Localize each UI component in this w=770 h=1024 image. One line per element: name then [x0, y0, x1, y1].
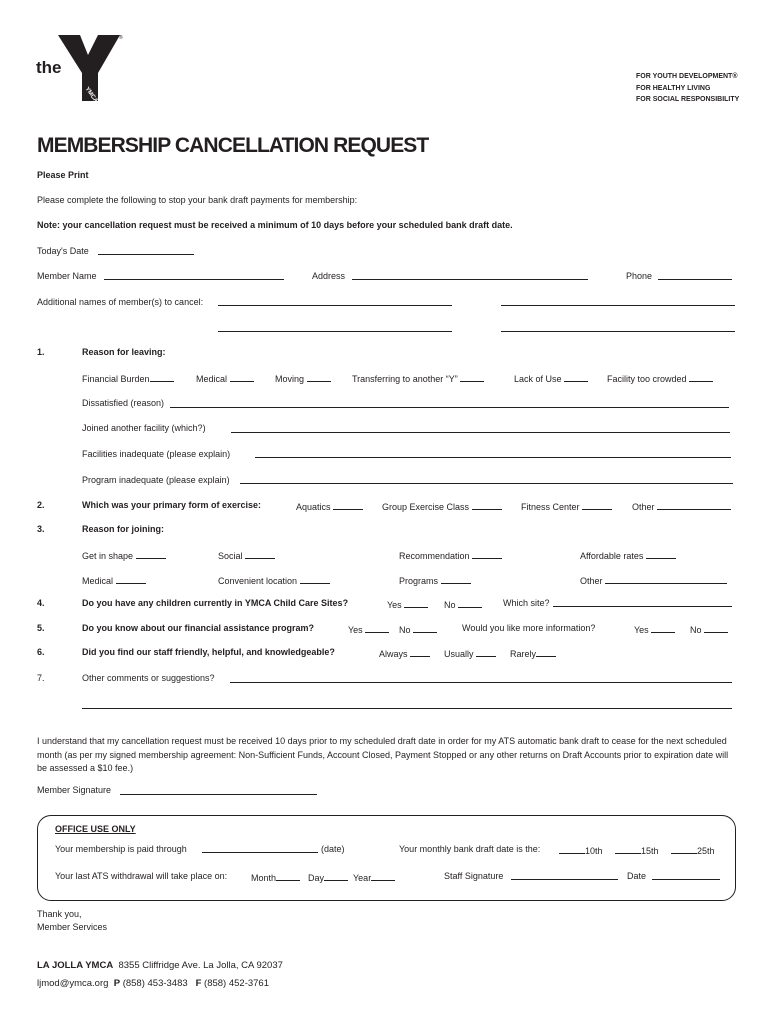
tagline-social: FOR SOCIAL RESPONSIBILITY [636, 96, 740, 103]
note: Note: your cancellation request must be received a minimum of 10 days before your scheduled bank draft date. [37, 220, 513, 230]
footer-email: ljmod@ymca.org [37, 978, 109, 989]
address-field[interactable] [352, 279, 588, 280]
q1-option-lack-of-use[interactable]: Lack of Use [514, 372, 588, 385]
q4-number: 4. [37, 598, 45, 608]
q4-which-site-field[interactable] [553, 606, 732, 607]
address-label: Address [312, 271, 346, 281]
last-ats-label: Your last ATS withdrawal will take place on: [55, 871, 228, 881]
draft-15th[interactable]: 15th [615, 844, 659, 857]
q7-number: 7. [37, 673, 45, 683]
q5-more-info-yes[interactable]: Yes [634, 623, 675, 636]
logo-the-text: the [36, 58, 62, 77]
q3-option-convenient[interactable]: Convenient location [218, 574, 330, 587]
q5-label: Do you know about our financial assistance program? [82, 623, 315, 633]
q1-facilities-label: Facilities inadequate (please explain) [82, 449, 231, 459]
q4-no[interactable]: No [444, 598, 482, 611]
member-name-field[interactable] [104, 279, 284, 280]
q3-number: 3. [37, 524, 45, 534]
footer-address-line [37, 960, 283, 971]
q1-number: 1. [37, 347, 45, 357]
q4-yes[interactable]: Yes [387, 598, 428, 611]
office-use-box [37, 815, 736, 901]
page-title: MEMBERSHIP CANCELLATION REQUEST [37, 134, 429, 157]
staff-date-field[interactable] [652, 879, 720, 880]
q2-option-other[interactable]: Other [632, 500, 731, 513]
q2-option-fitness[interactable]: Fitness Center [521, 500, 612, 513]
closing-thanks: Thank you, [37, 909, 82, 919]
q7-comments-field-2[interactable] [82, 708, 732, 709]
q2-option-aquatics[interactable]: Aquatics [296, 500, 363, 513]
additional-names-label: Additional names of member(s) to cancel: [37, 297, 204, 307]
q2-number: 2. [37, 500, 45, 510]
last-ats-day[interactable]: Day [308, 871, 348, 884]
q2-label: Which was your primary form of exercise: [82, 500, 262, 510]
footer-phone: (858) 453-3483 [122, 978, 188, 989]
phone-label: Phone [626, 271, 653, 281]
q1-program-label: Program inadequate (please explain) [82, 475, 230, 485]
staff-signature-label: Staff Signature [444, 871, 504, 881]
last-ats-month[interactable]: Month [251, 871, 300, 884]
paid-through-field[interactable] [202, 852, 318, 853]
q3-option-recommendation[interactable]: Recommendation [399, 549, 502, 562]
q3-option-affordable[interactable]: Affordable rates [580, 549, 676, 562]
q7-comments-field-1[interactable] [230, 682, 732, 683]
todays-date-field[interactable] [98, 254, 194, 255]
member-name-label: Member Name [37, 271, 97, 281]
draft-25th[interactable]: 25th [671, 844, 715, 857]
staff-signature-field[interactable] [511, 879, 618, 880]
member-signature-label: Member Signature [37, 785, 112, 795]
paid-through-label: Your membership is paid through [55, 844, 187, 854]
q3-option-other[interactable]: Other [580, 574, 727, 587]
office-use-title: OFFICE USE ONLY [55, 824, 136, 834]
q1-option-crowded[interactable]: Facility too crowded [607, 372, 713, 385]
footer-fax: (858) 452-3761 [204, 978, 269, 989]
member-signature-field[interactable] [120, 794, 317, 795]
q1-label: Reason for leaving: [82, 347, 166, 357]
staff-date-label: Date [627, 871, 647, 881]
tagline [636, 71, 739, 106]
instructions: Please complete the following to stop your bank draft payments for membership: [37, 195, 358, 205]
q2-option-group[interactable]: Group Exercise Class [382, 500, 502, 513]
additional-name-field-2[interactable] [501, 305, 735, 306]
q5-yes[interactable]: Yes [348, 623, 389, 636]
q1-joined-field[interactable] [231, 432, 730, 433]
footer-contact-line: ljmod@ymca.org P (858) 453-3483 F (858) 452-3761 [37, 978, 269, 989]
q1-facilities-field[interactable] [255, 457, 731, 458]
todays-date-label: Today's Date [37, 246, 89, 256]
footer-address: 8355 Cliffridge Ave. La Jolla, CA 92037 [118, 960, 283, 971]
monthly-draft-label: Your monthly bank draft date is the: [399, 844, 541, 854]
footer-branch: LA JOLLA YMCA [37, 960, 114, 971]
q5-more-info-no[interactable]: No [690, 623, 728, 636]
additional-name-field-3[interactable] [218, 331, 452, 332]
q1-dissatisfied-label: Dissatisfied (reason) [82, 398, 165, 408]
q1-program-field[interactable] [240, 483, 733, 484]
q4-which-site-label: Which site? [503, 598, 550, 608]
tagline-healthy: FOR HEALTHY LIVING [636, 84, 711, 92]
please-print: Please Print [37, 170, 89, 180]
q1-joined-label: Joined another facility (which?) [82, 423, 206, 433]
q1-option-medical[interactable]: Medical [196, 372, 254, 385]
q3-option-social[interactable]: Social [218, 549, 275, 562]
q4-label: Do you have any children currently in YMCA Child Care Sites? [82, 598, 349, 608]
draft-10th[interactable]: 10th [559, 844, 603, 857]
q6-label: Did you find our staff friendly, helpful, and knowledgeable? [82, 647, 335, 657]
q7-label: Other comments or suggestions? [82, 673, 215, 683]
logo-ymca-text: YMCA [83, 86, 99, 103]
q3-option-programs[interactable]: Programs [399, 574, 471, 587]
ymca-logo [36, 33, 126, 103]
additional-name-field-4[interactable] [501, 331, 735, 332]
q6-rarely[interactable]: Rarely [510, 647, 556, 660]
q1-dissatisfied-field[interactable] [170, 407, 729, 408]
tagline-youth: FOR YOUTH DEVELOPMENT® [636, 73, 738, 80]
registered-mark: ® [119, 35, 123, 41]
q3-option-shape[interactable]: Get in shape [82, 549, 166, 562]
q6-number: 6. [37, 647, 45, 657]
closing-dept: Member Services [37, 922, 108, 932]
q5-number: 5. [37, 623, 45, 633]
q1-option-transferring[interactable]: Transferring to another “Y” [352, 372, 484, 385]
q1-option-financial[interactable]: Financial Burden [82, 372, 174, 385]
q3-option-medical[interactable]: Medical [82, 574, 146, 587]
q3-label: Reason for joining: [82, 524, 164, 534]
paid-through-date-label: (date) [321, 844, 345, 854]
q5-no[interactable]: No [399, 623, 437, 636]
last-ats-year[interactable]: Year [353, 871, 395, 884]
agreement-text: I understand that my cancellation request must be received 10 days prior to my scheduled draft date in order for my ATS automatic bank draft to cease for the next scheduled month (as per my signed membership agreement: Non-Sufficient Funds, Account Closed, Payment Stopped or any other returns on Draft Accounts prior to expiration date will be assessed a $10 fee.) [37, 736, 729, 773]
q6-always[interactable]: Always [379, 647, 430, 660]
q5-more-info-label: Would you like more information? [462, 623, 596, 633]
phone-field[interactable] [658, 279, 732, 280]
additional-name-field-1[interactable] [218, 305, 452, 306]
q1-option-moving[interactable]: Moving [275, 372, 331, 385]
q6-usually[interactable]: Usually [444, 647, 496, 660]
